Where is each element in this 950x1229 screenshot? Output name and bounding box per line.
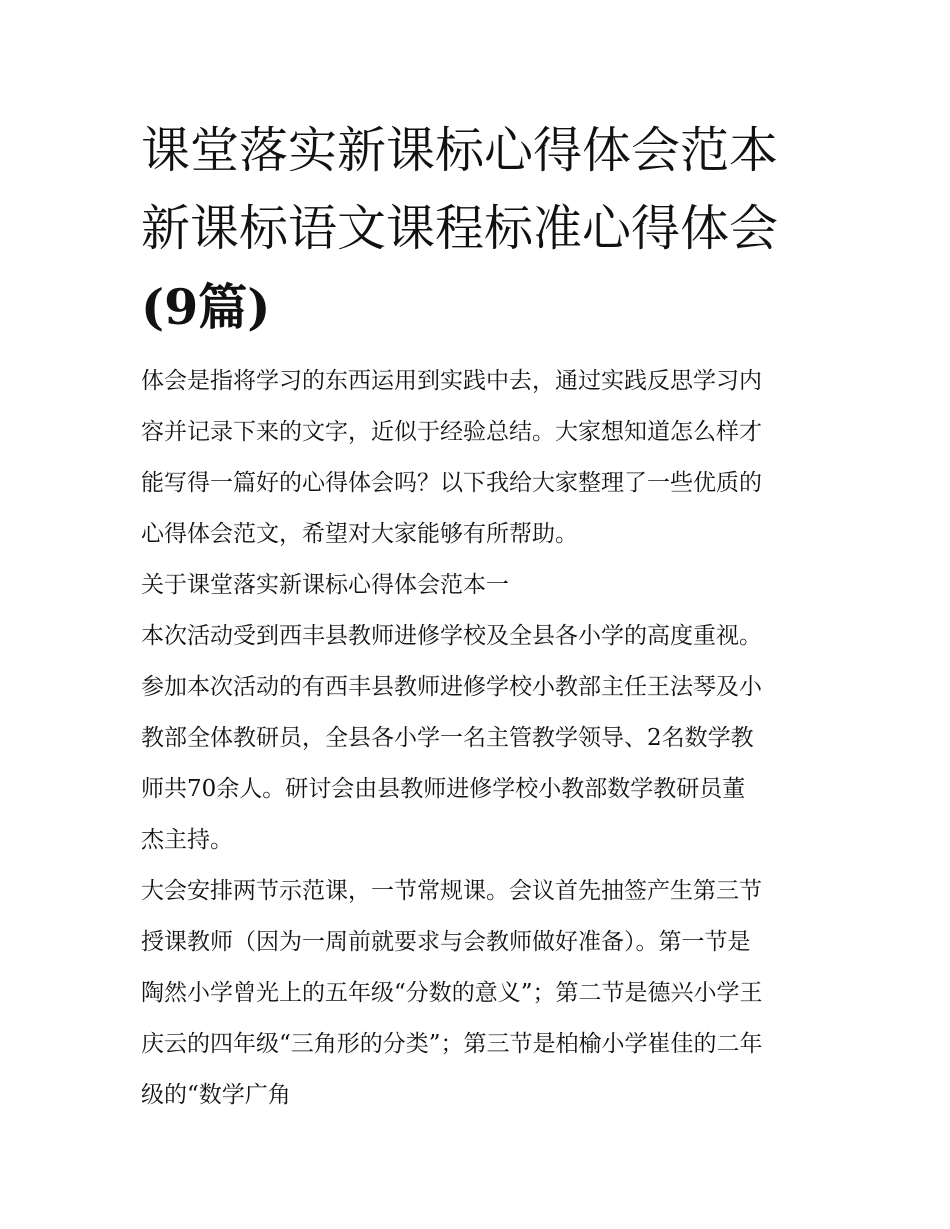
text-line: 庆云的四年级“三角形的分类”；第三节是柏榆小学崔佳的二年 — [141, 1031, 763, 1057]
title-line: 新课标语文课程标准心得体会 — [141, 200, 779, 257]
text-line: 师共70余人。研讨会由县教师进修学校小教部数学教研员董 — [141, 776, 746, 802]
text-line: 心得体会范文，希望对大家能够有所帮助。 — [141, 521, 578, 547]
text-line: 授课教师（因为一周前就要求与会教师做好准备）。第一节是 — [141, 929, 751, 955]
document-content — [141, 112, 816, 1121]
text-line: 教部全体教研员，全县各小学一名主管教学领导、2名数学教 — [141, 725, 754, 751]
section-heading — [141, 560, 816, 611]
text-line: 关于课堂落实新课标心得体会范本一 — [141, 572, 509, 598]
document-body — [141, 356, 816, 1121]
text-line: 大会安排两节示范课，一节常规课。会议首先抽签产生第三节 — [141, 878, 762, 904]
text-line: 级的“数学广角 — [141, 1082, 291, 1108]
text-line: 容并记录下来的文字，近似于经验总结。大家想知道怎么样才 — [141, 419, 762, 445]
document-title — [141, 112, 816, 346]
body-paragraph — [141, 611, 816, 866]
text-line: 能写得一篇好的心得体会吗？以下我给大家整理了一些优质的 — [141, 470, 762, 496]
intro-paragraph — [141, 356, 816, 560]
text-line: 杰主持。 — [141, 827, 233, 853]
body-paragraph — [141, 866, 816, 1121]
text-line: 体会是指将学习的东西运用到实践中去，通过实践反思学习内 — [141, 368, 762, 394]
text-line: 本次活动受到西丰县教师进修学校及全县各小学的高度重视。 — [141, 623, 762, 649]
text-line: 参加本次活动的有西丰县教师进修学校小教部主任王法琴及小 — [141, 674, 762, 700]
title-line: 课堂落实新课标心得体会范本 — [141, 122, 779, 179]
text-line: 陶然小学曾光上的五年级“分数的意义”；第二节是德兴小学王 — [141, 980, 763, 1006]
title-line: (9篇) — [141, 278, 271, 336]
